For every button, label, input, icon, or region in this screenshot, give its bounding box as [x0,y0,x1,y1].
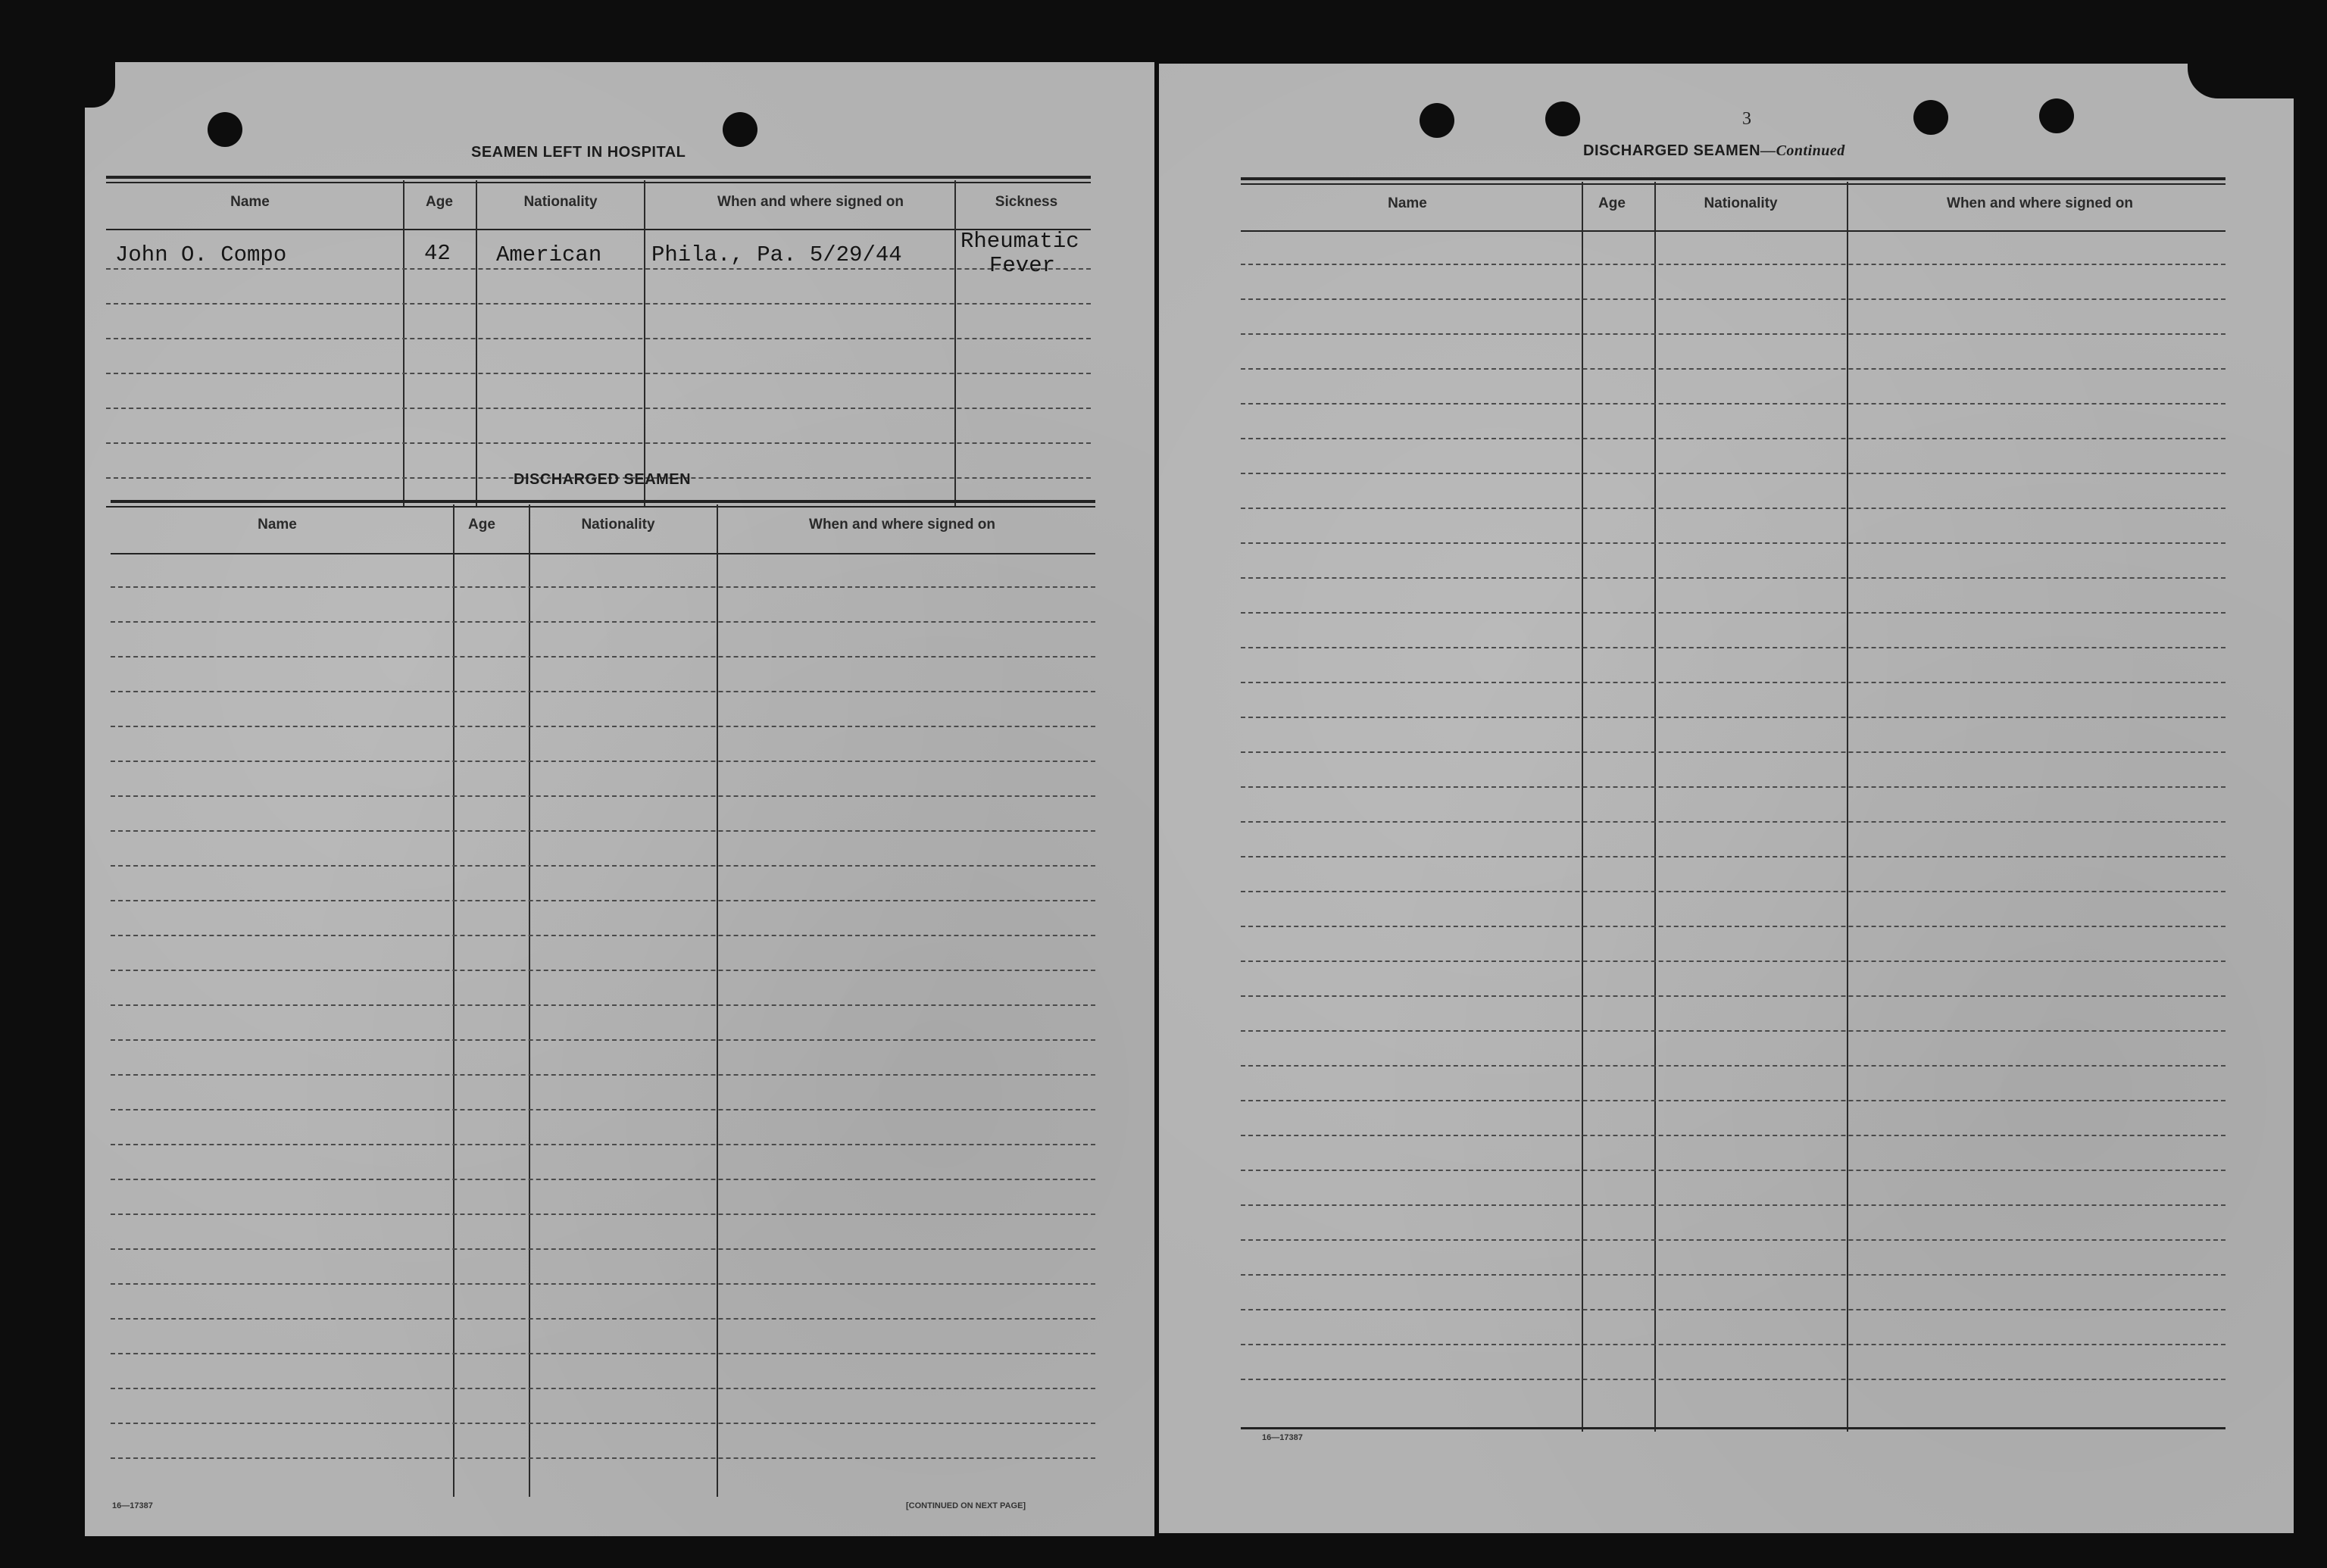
binder-hole [208,112,242,147]
discharged-table [111,500,1095,1497]
column-header-age: Age [468,517,495,533]
row-line [111,1353,1095,1354]
header-rule [111,553,1095,554]
row-line [111,1318,1095,1320]
discharged-continued-title [1583,142,1845,160]
row-line [1241,1274,2225,1276]
column-header-signed-on: When and where signed on [1947,195,2133,211]
row-line [111,691,1095,692]
row-line [1241,264,2225,265]
row-line [1241,612,2225,614]
row-line [1241,542,2225,544]
column-header-nationality: Nationality [523,194,598,210]
row-line [1241,1204,2225,1206]
table-top-rule [106,176,1091,179]
row-line [111,761,1095,762]
row-line [106,338,1091,339]
row-line [1241,473,2225,474]
column-divider [954,180,956,508]
row-line [111,621,1095,623]
row-line [1241,1170,2225,1171]
row-line [1241,995,2225,997]
table-top-rule [1241,177,2225,180]
title-main: DISCHARGED SEAMEN [1583,142,1761,159]
row-line [1241,751,2225,753]
row-line [111,1074,1095,1076]
row-line [1241,926,2225,927]
binder-hole [1913,100,1948,135]
torn-corner [2188,64,2294,98]
row-line [111,1248,1095,1250]
binder-hole [2039,98,2074,133]
title-continued: —Continued [1760,142,1845,159]
hospital-seaman-name: John O. Compo [115,242,287,267]
row-line [111,1179,1095,1180]
column-divider [453,504,454,1497]
row-line [1241,891,2225,892]
row-line [106,268,1091,270]
hospital-seaman-age: 42 [424,241,451,266]
header-rule [1241,230,2225,232]
discharged-continued-table [1241,177,2225,1432]
row-line [1241,682,2225,683]
column-header-name: Name [1388,195,1427,211]
row-line [111,970,1095,971]
table-top-rule [1241,183,2225,185]
form-number: 16—17387 [112,1501,153,1510]
row-line [111,1388,1095,1389]
row-line [111,1423,1095,1424]
row-line [1241,403,2225,404]
row-line [106,373,1091,374]
column-header-sickness: Sickness [995,194,1058,210]
left-page [85,62,1154,1536]
form-number: 16—17387 [1262,1433,1303,1442]
row-line [111,830,1095,832]
row-line [106,442,1091,444]
hospital-seaman-signed-on: Phila., Pa. 5/29/44 [651,242,902,267]
row-line [1241,438,2225,439]
hospital-seaman-sickness: Rheumatic [960,229,1079,254]
table-bottom-rule [1241,1427,2225,1429]
column-header-name: Name [258,517,297,533]
table-top-rule [111,506,1095,508]
row-line [111,935,1095,936]
hospital-seaman-sickness: Fever [989,253,1056,278]
row-line [1241,786,2225,788]
hospital-section-title: SEAMEN LEFT IN HOSPITAL [471,144,686,161]
row-line [1241,1344,2225,1345]
table-top-rule [106,182,1091,183]
column-header-signed-on: When and where signed on [809,517,995,533]
column-divider [403,180,404,508]
row-line [111,656,1095,657]
column-header-age: Age [426,194,453,210]
row-line [1241,1309,2225,1310]
row-line [111,726,1095,727]
row-line [1241,368,2225,370]
row-line [1241,298,2225,300]
row-line [1241,647,2225,648]
column-header-name: Name [230,194,270,210]
continued-note: [CONTINUED ON NEXT PAGE] [906,1501,1026,1510]
hospital-seaman-nationality: American [496,242,602,267]
row-line [111,1039,1095,1041]
column-header-nationality: Nationality [1704,195,1778,211]
binder-hole [1545,102,1580,136]
column-divider [717,504,718,1497]
row-line [111,1004,1095,1006]
row-line [1241,1135,2225,1136]
row-line [1241,577,2225,579]
column-divider [476,180,477,508]
row-line [111,1457,1095,1459]
row-line [1241,1239,2225,1241]
row-line [106,408,1091,409]
row-line [111,1109,1095,1110]
column-header-nationality: Nationality [581,517,655,533]
row-line [111,1213,1095,1215]
row-line [111,795,1095,797]
column-header-signed-on: When and where signed on [717,194,904,210]
row-line [1241,960,2225,962]
row-line [111,1283,1095,1285]
binder-hole [1420,103,1454,138]
right-page [1159,64,2294,1533]
row-line [1241,856,2225,857]
row-line [111,1144,1095,1145]
torn-corner [85,62,115,108]
discharged-section-title: DISCHARGED SEAMEN [514,471,692,488]
row-line [1241,717,2225,718]
row-line [1241,333,2225,335]
row-line [111,865,1095,867]
row-line [1241,1379,2225,1380]
hospital-table [106,176,1091,509]
page-number: 3 [1742,109,1751,129]
column-header-age: Age [1598,195,1626,211]
header-rule [106,229,1091,230]
binder-hole [723,112,757,147]
row-line [111,900,1095,901]
row-line [1241,1065,2225,1067]
row-line [1241,1030,2225,1032]
row-line [1241,508,2225,509]
row-line [1241,1100,2225,1101]
row-line [1241,821,2225,823]
row-line [111,586,1095,588]
column-divider [529,504,530,1497]
row-line [106,303,1091,305]
column-divider [644,180,645,508]
table-top-rule [111,500,1095,503]
